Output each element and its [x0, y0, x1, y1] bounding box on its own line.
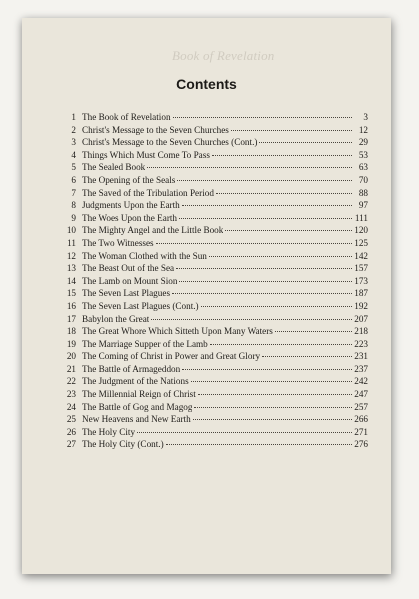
- toc-entry-title: The Holy City: [82, 426, 136, 437]
- dot-leader: [210, 344, 352, 345]
- toc-entry-title: The Millennial Reign of Christ: [82, 389, 196, 400]
- dot-leader: [179, 281, 352, 282]
- toc-entry-page: 276: [354, 439, 368, 450]
- toc-entry: [60, 275, 368, 288]
- dot-leader: [275, 331, 352, 332]
- toc-entry: [60, 350, 368, 363]
- toc-entry-page: 242: [354, 376, 368, 387]
- toc-entry: [60, 388, 368, 401]
- toc-entry: [60, 124, 368, 137]
- toc-entry-title: The Book of Revelation: [82, 112, 171, 122]
- toc-entry: [60, 136, 368, 149]
- toc-entry-title: The Battle of Gog and Magog: [82, 401, 193, 412]
- dot-leader: [177, 180, 352, 181]
- dot-leader: [182, 205, 352, 206]
- dot-leader: [173, 117, 352, 118]
- toc-entry-title: New Heavens and New Earth: [82, 414, 191, 425]
- toc-entry-page: 3: [363, 112, 368, 122]
- toc-entry-page: 218: [354, 326, 368, 337]
- toc-entry-title: The Woman Clothed with the Sun: [82, 250, 207, 261]
- toc-entry-number: 4: [71, 149, 76, 160]
- toc-entry: [60, 375, 368, 388]
- dot-leader: [182, 369, 352, 370]
- toc-entry-page: 237: [354, 363, 368, 374]
- toc-entry: [60, 413, 368, 426]
- toc-entry: [60, 287, 368, 300]
- toc-entry: [60, 401, 368, 414]
- dot-leader: [156, 243, 352, 244]
- toc-entry: [60, 224, 368, 237]
- toc-entry-page: 97: [358, 200, 368, 211]
- toc-entry-title: The Mighty Angel and the Little Book: [82, 225, 224, 236]
- dot-leader: [191, 381, 352, 382]
- toc-entry-page: 173: [354, 275, 368, 286]
- toc-entry-title: The Sealed Book: [82, 162, 146, 173]
- toc-entry-number: 7: [71, 187, 76, 198]
- toc-entry-title: The Saved of the Tribulation Period: [82, 187, 214, 198]
- toc-entry-title: The Judgment of the Nations: [82, 376, 189, 387]
- toc-entry: [60, 338, 368, 351]
- toc-entry-title: Babylon the Great: [82, 313, 150, 324]
- toc-entry-page: 29: [358, 137, 368, 148]
- toc-entry-number: 26: [66, 426, 76, 437]
- toc-entry-title: The Great Whore Which Sitteth Upon Many Waters: [82, 326, 273, 337]
- toc-entry-page: 271: [354, 426, 368, 437]
- toc-entry-title: The Holy City (Cont.): [82, 439, 164, 450]
- dot-leader: [216, 193, 352, 194]
- toc-entry-title: The Beast Out of the Sea: [82, 263, 175, 274]
- toc-entry-title: The Two Witnesses: [82, 237, 154, 248]
- toc-entry-page: 247: [354, 389, 368, 400]
- toc-entry-page: 63: [358, 162, 368, 173]
- toc-entry-number: 23: [66, 389, 76, 400]
- toc-entry-number: 21: [66, 363, 76, 374]
- toc-entry-number: 1: [71, 112, 76, 122]
- dot-leader: [147, 167, 352, 168]
- dot-leader: [193, 419, 352, 420]
- toc-entry-page: 223: [354, 338, 368, 349]
- toc-entry-number: 24: [66, 401, 76, 412]
- toc-entry-title: The Opening of the Seals: [82, 174, 176, 185]
- toc-entry-page: 231: [354, 351, 368, 362]
- toc-entry-page: 88: [358, 187, 368, 198]
- toc-entry-title: Christ's Message to the Seven Churches (Cont.): [82, 137, 258, 148]
- bleed-through-text: Book of Revelation: [172, 48, 275, 63]
- toc-entry-number: 22: [66, 376, 76, 387]
- toc-entry: [60, 161, 368, 174]
- toc-entry: [60, 237, 368, 250]
- toc-entry-page: 207: [354, 313, 368, 324]
- toc-entry-page: 192: [354, 300, 368, 311]
- toc-entry-page: 142: [354, 250, 368, 261]
- toc-entry: [60, 187, 368, 200]
- toc-entry-number: 2: [71, 124, 76, 135]
- toc-entry-number: 5: [71, 162, 76, 173]
- toc-entry-number: 3: [71, 137, 76, 148]
- toc-entry-page: 111: [354, 212, 368, 223]
- toc-entry-page: 70: [358, 174, 368, 185]
- dot-leader: [262, 356, 352, 357]
- dot-leader: [225, 230, 352, 231]
- dot-leader: [166, 444, 352, 445]
- page-title: Contents: [176, 76, 237, 92]
- toc-entry-page: 12: [358, 124, 368, 135]
- toc-entry-number: 20: [66, 351, 76, 362]
- toc-entry-page: 187: [354, 288, 368, 299]
- dot-leader: [194, 407, 352, 408]
- toc-entry-number: 12: [66, 250, 76, 261]
- toc-entry-title: The Woes Upon the Earth: [82, 212, 178, 223]
- toc-entry-number: 16: [66, 300, 76, 311]
- dot-leader: [179, 218, 352, 219]
- toc-entry-title: Judgments Upon the Earth: [82, 200, 180, 211]
- toc-entry-title: The Seven Last Plagues: [82, 288, 171, 299]
- dot-leader: [212, 155, 352, 156]
- toc-entry-number: 25: [66, 414, 76, 425]
- toc-entry-title: The Marriage Supper of the Lamb: [82, 338, 208, 349]
- toc-entry: [60, 313, 368, 326]
- toc-entry-number: 15: [66, 288, 76, 299]
- toc-entry-number: 11: [67, 237, 76, 248]
- toc-entry-page: 53: [358, 149, 368, 160]
- toc-entry-page: 120: [354, 225, 368, 236]
- dot-leader: [259, 142, 352, 143]
- toc-entry-page: 125: [354, 237, 368, 248]
- dot-leader: [176, 268, 352, 269]
- toc-entry: [60, 438, 368, 451]
- toc-entry-page: 266: [354, 414, 368, 425]
- toc-entry-title: The Coming of Christ in Power and Great Glory: [82, 351, 261, 362]
- toc-entry: [60, 325, 368, 338]
- toc-entry: [60, 363, 368, 376]
- book-page: [22, 18, 391, 574]
- toc-entry-number: 10: [66, 225, 76, 236]
- toc-entry: [60, 262, 368, 275]
- toc-entry-page: 157: [354, 263, 368, 274]
- toc-entry-title: Christ's Message to the Seven Churches: [82, 124, 229, 135]
- toc-entry-number: 18: [66, 326, 76, 337]
- toc-entry: [60, 149, 368, 162]
- toc-entry: [60, 174, 368, 187]
- dot-leader: [151, 319, 352, 320]
- toc-entry-number: 19: [66, 338, 76, 349]
- toc-entry-title: The Battle of Armageddon: [82, 363, 181, 374]
- toc-entry: [60, 199, 368, 212]
- toc-entry-number: 13: [66, 263, 76, 274]
- table-of-contents: [60, 111, 368, 451]
- toc-entry-page: 257: [354, 401, 368, 412]
- toc-entry: [60, 212, 368, 225]
- toc-entry-number: 14: [66, 275, 76, 286]
- dot-leader: [231, 130, 352, 131]
- toc-entry-number: 6: [71, 174, 76, 185]
- dot-leader: [198, 394, 352, 395]
- dot-leader: [172, 293, 352, 294]
- toc-entry-number: 8: [71, 200, 76, 211]
- dot-leader: [137, 432, 352, 433]
- toc-entry-number: 17: [66, 313, 76, 324]
- toc-entry-title: The Lamb on Mount Sion: [82, 275, 178, 286]
- toc-entry: [60, 300, 368, 313]
- toc-entry: [60, 426, 368, 439]
- toc-entry-title: Things Which Must Come To Pass: [82, 149, 210, 160]
- dot-leader: [209, 256, 352, 257]
- toc-entry: [60, 111, 368, 124]
- toc-entry: [60, 250, 368, 263]
- toc-entry-title: The Seven Last Plagues (Cont.): [82, 300, 199, 311]
- dot-leader: [201, 306, 352, 307]
- toc-entry-number: 9: [71, 212, 76, 223]
- toc-entry-number: 27: [66, 439, 76, 450]
